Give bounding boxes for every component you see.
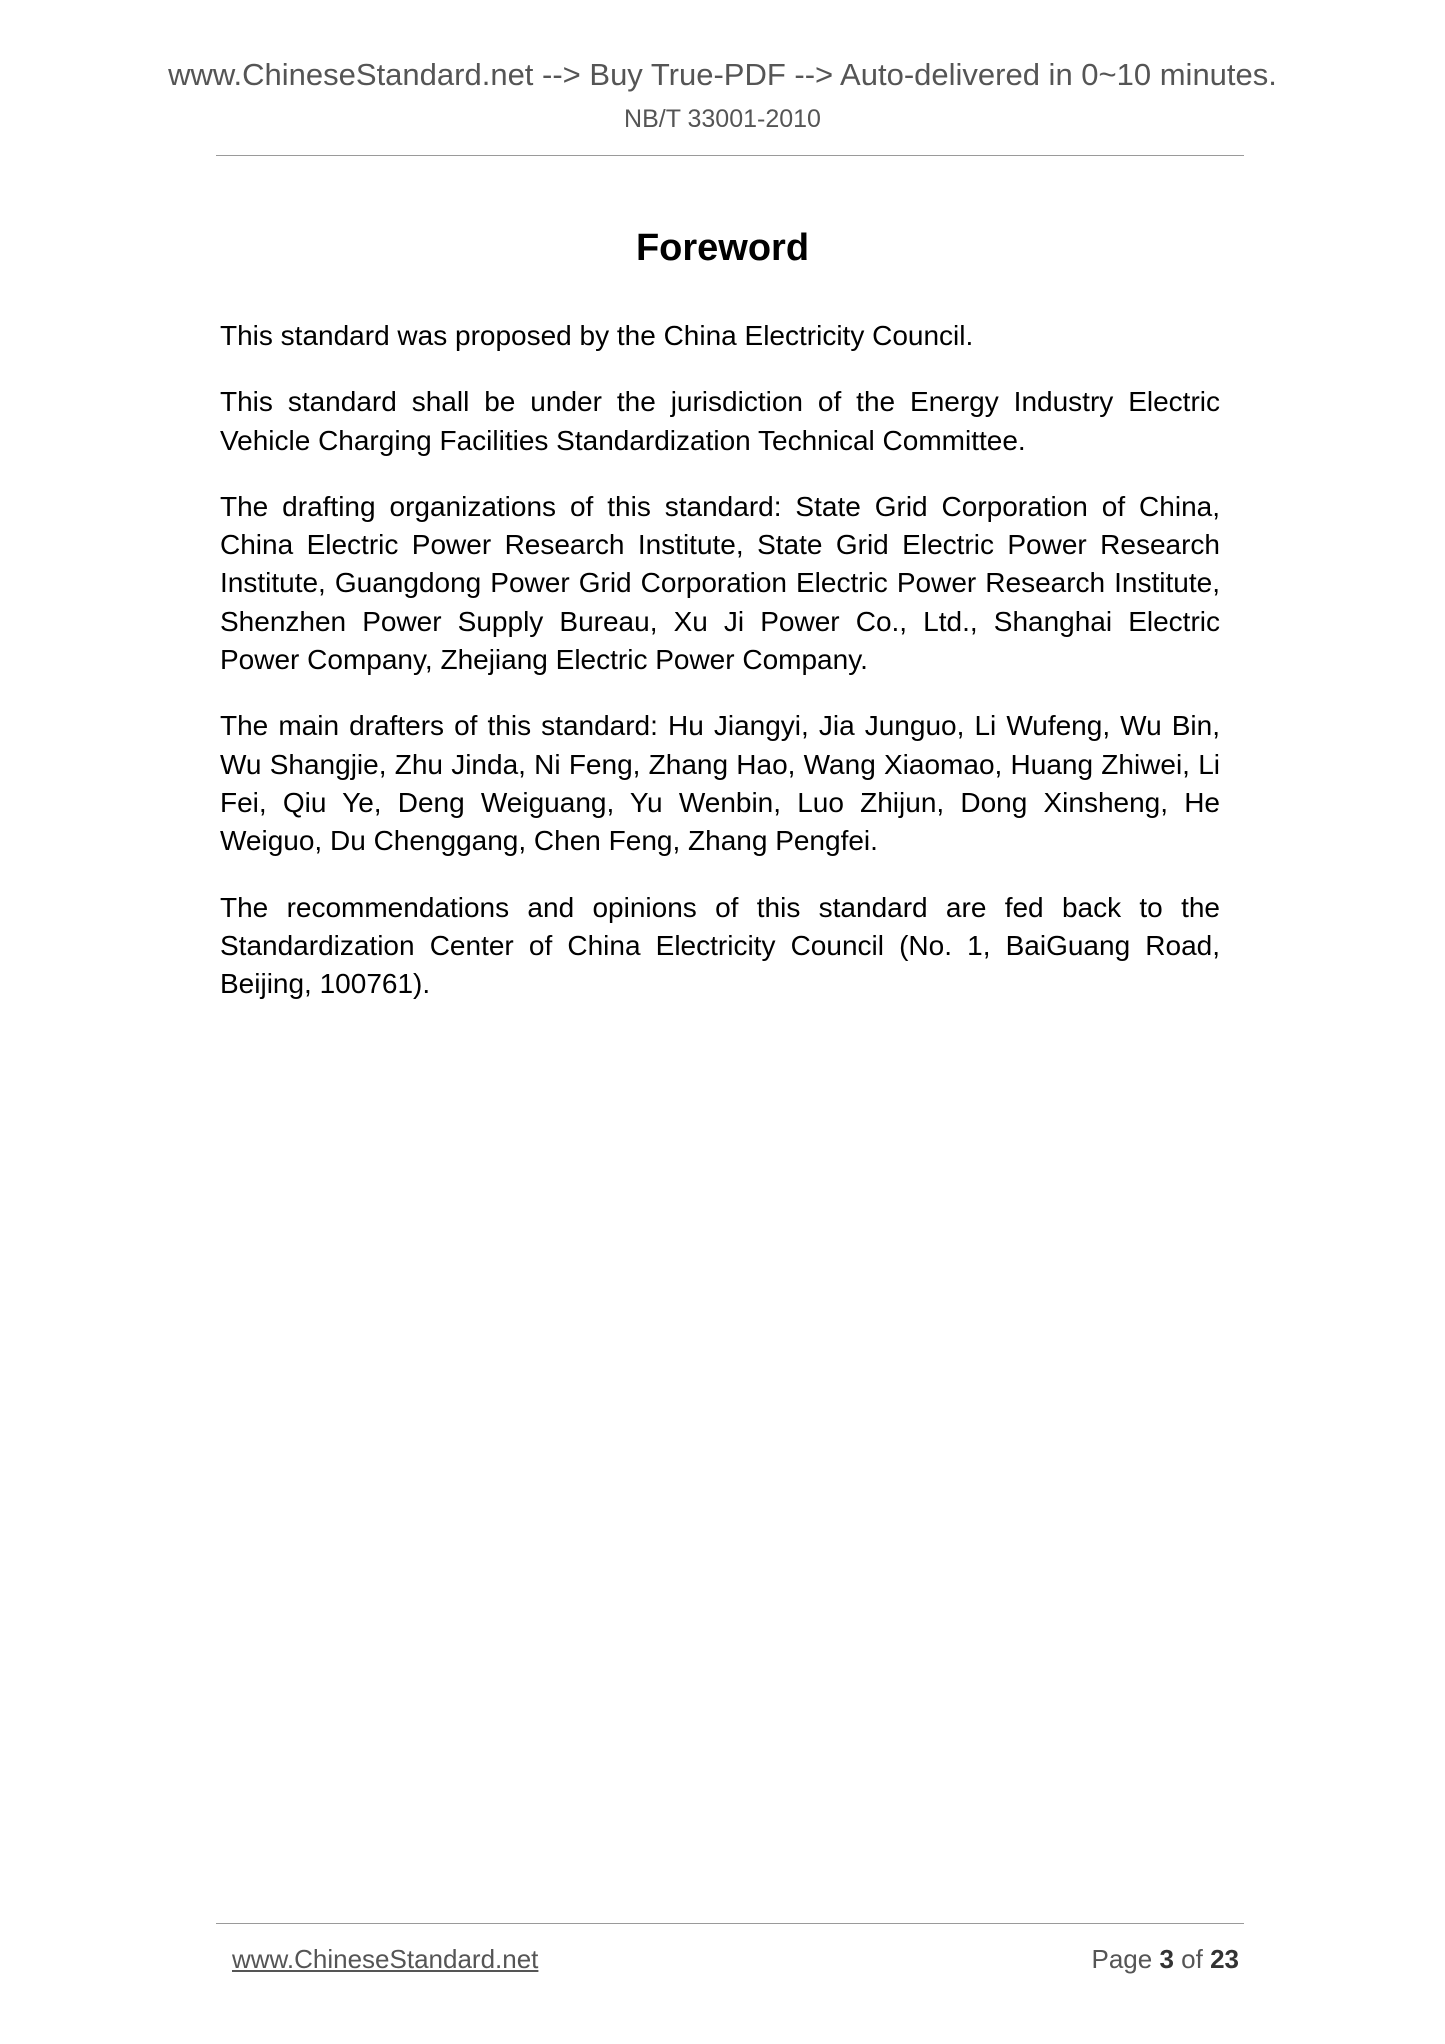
foreword-body — [220, 317, 1220, 1031]
page-indicator — [1091, 1944, 1239, 1975]
page-current: 3 — [1159, 1944, 1174, 1974]
paragraph-main-drafters: The main drafters of this standard: Hu Jiangyi, Jia Junguo, Li Wufeng, Wu Bin, Wu Shangjie, Zhu Jinda, Ni Feng, Zhang Hao, Wang Xiaomao, Huang Zhiwei, Li Fei, Qiu Ye, Deng Weiguang, Yu Wenbin, Luo Zhijun, Dong Xinsheng, He Weiguo, Du Chenggang, Chen Feng, Zhang Pengfei. — [220, 710, 1220, 857]
document-number: NB/T 33001-2010 — [624, 105, 821, 133]
paragraph-drafting-organizations: The drafting organizations of this standard: State Grid Corporation of China, China Electric Power Research Institute, State Grid Electric Power Research Institute, Guangdong Power Grid Corporation Electric Power Research Institute, Shenzhen Power Supply Bureau, Xu Ji Power Co., Ltd., Shanghai Electric Power Company, Zhejiang Electric Power Company. — [220, 490, 1220, 676]
page-title: Foreword — [635, 227, 810, 269]
header-banner: www.ChineseStandard.net --> Buy True-PDF --> Auto-delivered in 0~10 minutes. — [168, 57, 1277, 92]
footer-website-link[interactable]: www.ChineseStandard.net — [232, 1944, 539, 1974]
paragraph-proposed-by: This standard was proposed by the China Electricity Council. — [220, 320, 974, 351]
page-of-label: of — [1181, 1944, 1203, 1974]
page-label: Page — [1091, 1944, 1153, 1974]
paragraph-jurisdiction: This standard shall be under the jurisdiction of the Energy Industry Electric Vehicle Charging Facilities Standardization Technical Committee. — [220, 386, 1220, 456]
header-divider — [216, 155, 1244, 156]
page-total: 23 — [1210, 1944, 1239, 1974]
footer-divider — [216, 1923, 1244, 1924]
paragraph-feedback: The recommendations and opinions of this standard are fed back to the Standardization Center of China Electricity Council (No. 1, BaiGuang Road, Beijing, 100761). — [220, 891, 1220, 1000]
